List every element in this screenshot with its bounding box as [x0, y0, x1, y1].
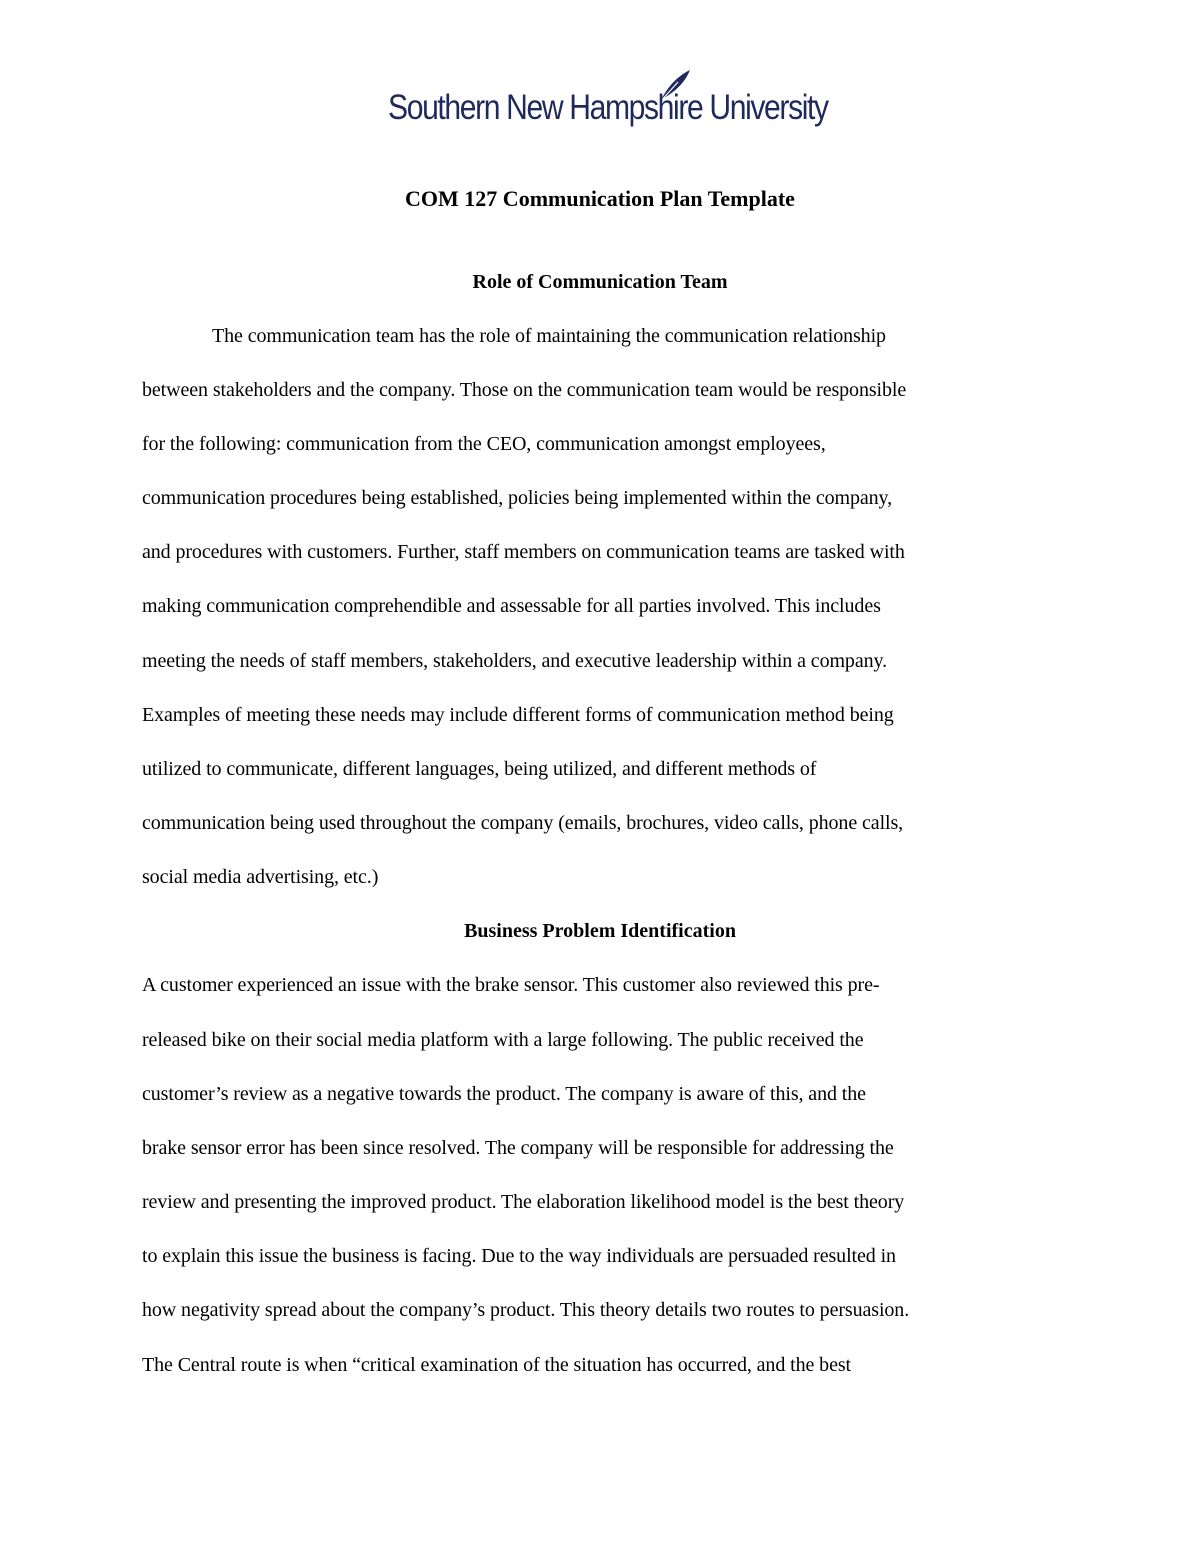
paragraph-line: released bike on their social media platform with a large following. The public received the — [142, 1029, 864, 1051]
university-logo — [388, 68, 828, 138]
paragraph-line: how negativity spread about the company’s product. This theory details two routes to persuasion. — [142, 1299, 910, 1321]
paragraph-line: to explain this issue the business is facing. Due to the way individuals are persuaded resulted in — [142, 1245, 896, 1267]
paragraph-line: social media advertising, etc.) — [142, 866, 379, 888]
paragraph-line: communication procedures being established, policies being implemented within the company, — [142, 487, 893, 509]
section-heading-role: Role of Communication Team — [472, 271, 728, 293]
paragraph-line: utilized to communicate, different languages, being utilized, and different methods of — [142, 758, 817, 780]
paragraph-line: customer’s review as a negative towards the product. The company is aware of this, and the — [142, 1083, 866, 1105]
paragraph-line: meeting the needs of staff members, stakeholders, and executive leadership within a company. — [142, 650, 888, 672]
document-title: COM 127 Communication Plan Template — [405, 186, 795, 211]
paragraph-line: brake sensor error has been since resolved. The company will be responsible for addressing the — [142, 1137, 894, 1159]
paragraph-line: The Central route is when “critical examination of the situation has occurred, and the best — [142, 1354, 851, 1376]
logo-wordmark: Southern New Hampshire University — [388, 88, 828, 127]
paragraph-line: and procedures with customers. Further, staff members on communication teams are tasked with — [142, 541, 905, 563]
paragraph-line: Examples of meeting these needs may include different forms of communication method being — [142, 704, 894, 726]
paragraph-line: review and presenting the improved product. The elaboration likelihood model is the best theory — [142, 1191, 905, 1213]
paragraph-line: A customer experienced an issue with the brake sensor. This customer also reviewed this pre- — [142, 974, 880, 996]
paragraph-line: The communication team has the role of maintaining the communication relationship — [212, 325, 886, 347]
paragraph-line: for the following: communication from the CEO, communication amongst employees, — [142, 433, 826, 455]
paragraph-line: communication being used throughout the company (emails, brochures, video calls, phone calls, — [142, 812, 904, 834]
paragraph-line: between stakeholders and the company. Those on the communication team would be responsible — [142, 379, 907, 401]
paragraph-line: making communication comprehendible and assessable for all parties involved. This includes — [142, 595, 881, 617]
section-heading-business-problem: Business Problem Identification — [464, 920, 736, 942]
